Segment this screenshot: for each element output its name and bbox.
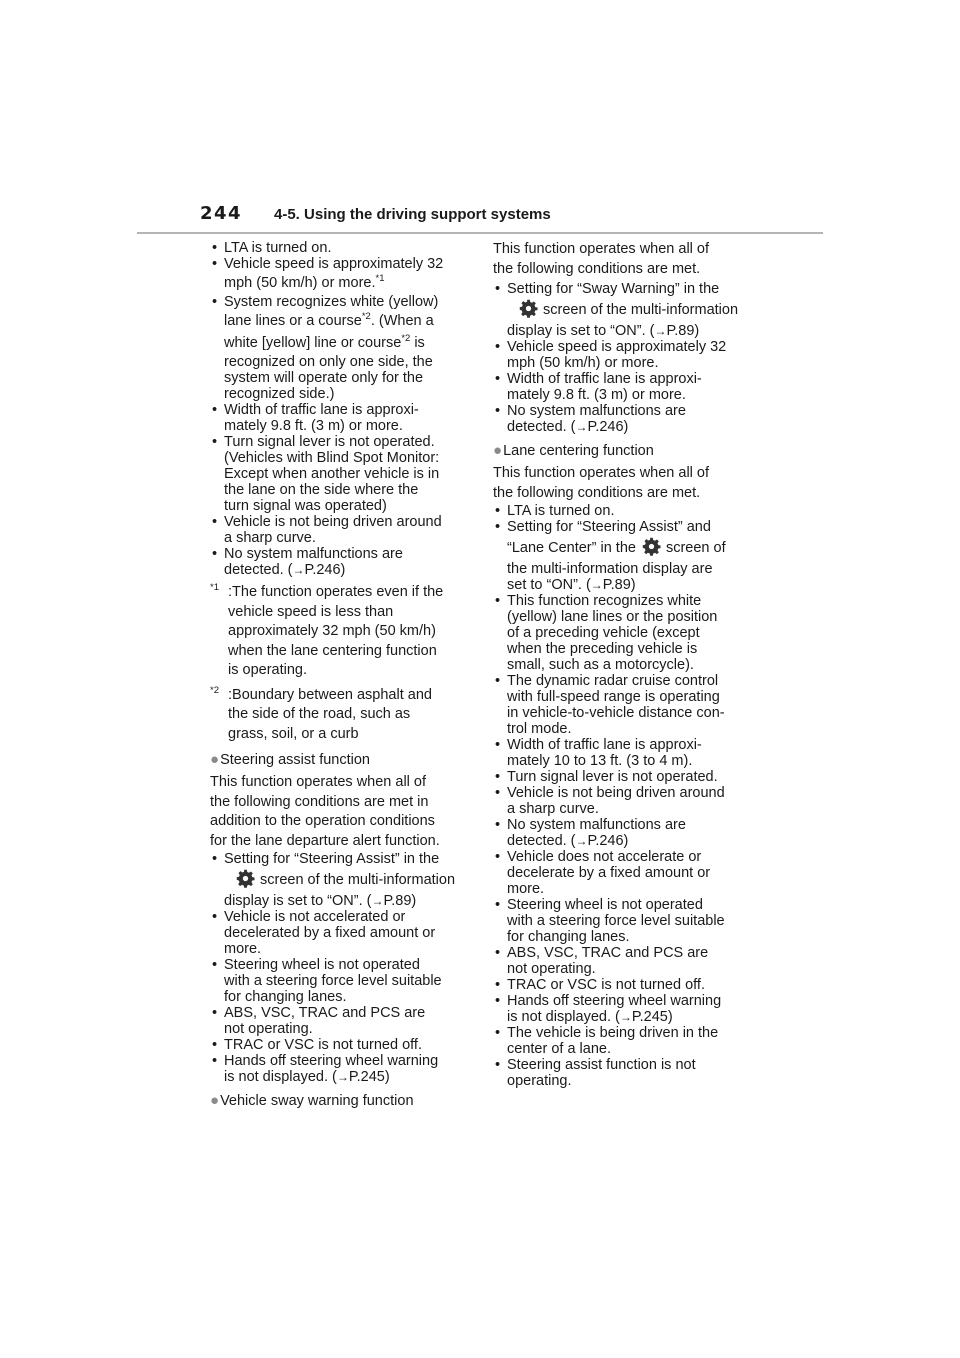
condition-item: • Vehicle is not being driven around a sharp curve.	[493, 785, 755, 817]
condition-item: • No system malfunctions are detected. (→P.246)	[493, 817, 755, 849]
arrow-right-icon: →	[336, 1070, 349, 1084]
condition-item: • Vehicle speed is approximately 32 mph (50 km/h) or more.	[493, 339, 755, 371]
gear-icon	[236, 869, 255, 888]
page-ref-link[interactable]: P.245)	[631, 1009, 673, 1025]
right-column	[493, 240, 755, 1089]
page-header	[200, 203, 820, 235]
subsection-heading: ●Steering assist function	[210, 751, 370, 768]
condition-item: • ABS, VSC, TRAC and PCS are not operating.	[493, 945, 755, 977]
condition-item: • Steering wheel is not operated with a steering force level suitable for changing lanes.	[210, 957, 472, 1005]
condition-item: • Vehicle is not accelerated or decelerated by a fixed amount or more.	[210, 909, 472, 957]
condition-item: • Setting for “Steering Assist” in the screen of the multi-information display is set to “ON”. (→P.89)	[210, 851, 472, 909]
gear-icon	[642, 537, 661, 556]
condition-item: • Steering assist function is not operating.	[493, 1057, 755, 1089]
condition-item: • This function recognizes white (yellow) lane lines or the position of a preceding vehicle (except when the preceding vehicle is small, such as a motorcycle).	[493, 593, 755, 673]
page-ref-link[interactable]: P.246)	[304, 562, 346, 578]
condition-item: • Setting for “Steering Assist” and “Lane Center” in the screen of the multi-information display are set to “ON”. (→P.89)	[493, 519, 755, 593]
circle-bullet-icon: ●	[493, 442, 503, 459]
page-ref-link[interactable]: P.89)	[602, 577, 636, 593]
condition-item: • TRAC or VSC is not turned off.	[210, 1037, 472, 1053]
condition-item: • System recognizes white (yellow) lane lines or a course$^{*2}$. (When a white [yellow] line or course$^{*2}$ is recognized on only one side, the system will operate only for the recognized side.)	[210, 294, 472, 402]
arrow-right-icon: →	[292, 563, 305, 577]
section-title: 4-5. Using the driving support systems	[274, 206, 551, 223]
subsection-heading: ●Lane centering function	[493, 442, 654, 459]
condition-item: • Hands off steering wheel warning is not displayed. (→P.245)	[493, 993, 755, 1025]
page-ref-link[interactable]: P.89)	[666, 323, 700, 339]
gear-icon	[519, 299, 538, 318]
condition-item: • Width of traffic lane is approxi- mately 9.8 ft. (3 m) or more.	[210, 402, 472, 434]
condition-item: • Turn signal lever is not operated. (Vehicles with Blind Spot Monitor: Except when another vehicle is in the lane on the side where the turn signal was operated)	[210, 434, 472, 514]
condition-item: • Steering wheel is not operated with a steering force level suitable for changing lanes.	[493, 897, 755, 945]
arrow-right-icon: →	[575, 834, 588, 848]
condition-item: • LTA is turned on.	[493, 503, 755, 519]
footnote-1: $^{*1}$ :The function operates even if the vehicle speed is less than approximately 32 mph (50 km/h) when the lane centering function is operating.	[210, 582, 444, 678]
page-ref-link[interactable]: P.246)	[587, 833, 629, 849]
paragraph: This function operates when all of the following conditions are met.	[493, 465, 710, 501]
condition-item: • No system malfunctions are detected. (→P.246)	[210, 546, 472, 578]
condition-item: • TRAC or VSC is not turned off.	[493, 977, 755, 993]
condition-item: • Width of traffic lane is approxi- mately 9.8 ft. (3 m) or more.	[493, 371, 755, 403]
paragraph: This function operates when all of the following conditions are met.	[493, 241, 710, 277]
arrow-right-icon: →	[590, 578, 603, 592]
circle-bullet-icon: ●	[210, 751, 220, 768]
condition-item: • Turn signal lever is not operated.	[493, 769, 755, 785]
condition-item: • Hands off steering wheel warning is not displayed. (→P.245)	[210, 1053, 472, 1085]
page-ref-link[interactable]: P.245)	[348, 1069, 390, 1085]
arrow-right-icon: →	[654, 324, 667, 338]
condition-item: • Width of traffic lane is approxi- mately 10 to 13 ft. (3 to 4 m).	[493, 737, 755, 769]
footnote-2: $^{*2}$ :Boundary between asphalt and the side of the road, such as grass, soil, or a curb	[210, 684, 432, 742]
condition-item: • The dynamic radar cruise control with full-speed range is operating in vehicle-to-vehicle distance con- trol mode.	[493, 673, 755, 737]
paragraph: This function operates when all of the following conditions are met in addition to the operation conditions for the lane departure alert function.	[210, 774, 440, 849]
condition-item: • Vehicle is not being driven around a sharp curve.	[210, 514, 472, 546]
subsection-heading: ●Vehicle sway warning function	[210, 1092, 414, 1109]
condition-item: • Vehicle speed is approximately 32 mph (50 km/h) or more.$^{*1}$	[210, 256, 472, 294]
condition-item: • Setting for “Sway Warning” in the screen of the multi-information display is set to “ON”. (→P.89)	[493, 281, 755, 339]
page-number: 244	[200, 203, 243, 224]
page-ref-link[interactable]: P.89)	[383, 893, 417, 909]
left-column	[210, 240, 472, 1111]
condition-item: • The vehicle is being driven in the center of a lane.	[493, 1025, 755, 1057]
page-ref-link[interactable]: P.246)	[587, 419, 629, 435]
condition-item: • No system malfunctions are detected. (→P.246)	[493, 403, 755, 435]
condition-item: • ABS, VSC, TRAC and PCS are not operating.	[210, 1005, 472, 1037]
condition-item: • LTA is turned on.	[210, 240, 472, 256]
arrow-right-icon: →	[371, 894, 384, 908]
circle-bullet-icon: ●	[210, 1092, 220, 1109]
condition-item: • Vehicle does not accelerate or decelerate by a fixed amount or more.	[493, 849, 755, 897]
arrow-right-icon: →	[619, 1010, 632, 1024]
header-rule	[137, 232, 823, 234]
arrow-right-icon: →	[575, 420, 588, 434]
